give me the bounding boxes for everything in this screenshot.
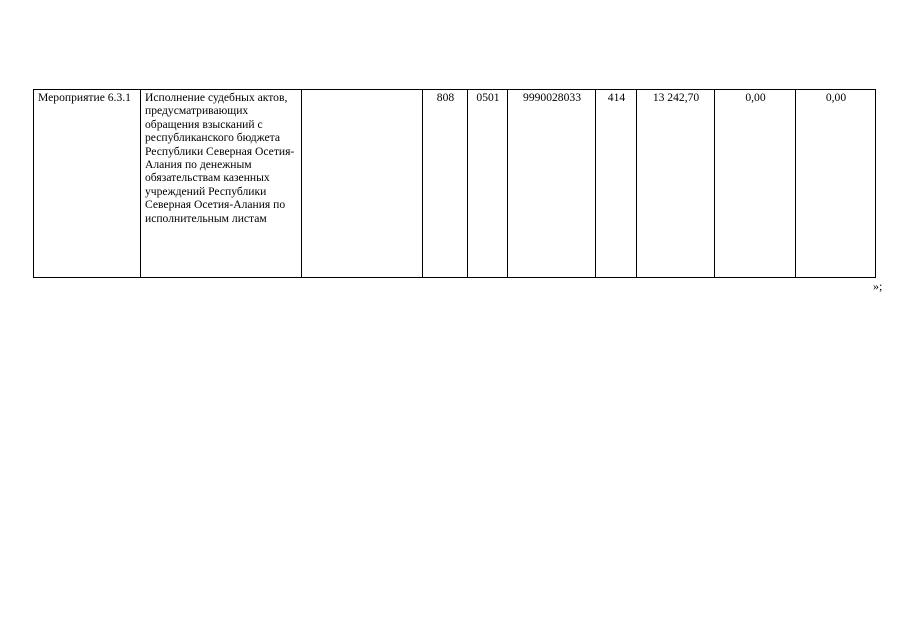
section-cell: 0501 xyxy=(468,90,508,278)
target-article-cell: 9990028033 xyxy=(508,90,596,278)
closing-quote: »; xyxy=(873,279,883,293)
amount-2-cell: 0,00 xyxy=(715,90,796,278)
expense-type-cell: 414 xyxy=(596,90,637,278)
budget-table xyxy=(33,89,876,278)
measure-cell: Мероприятие 6.3.1 xyxy=(34,90,141,278)
amount-1-cell: 13 242,70 xyxy=(637,90,715,278)
amount-3-cell: 0,00 xyxy=(796,90,876,278)
executor-cell xyxy=(302,90,423,278)
description-cell: Исполнение судебных актов, предусматривающих обращения взысканий с республиканского бюджета Республики Северная Осетия-Алания по денежным обязательствам казенных учреждений Республики Северная Осетия-Алания по исполнительным листам xyxy=(141,90,302,278)
grbs-cell: 808 xyxy=(423,90,468,278)
table-row xyxy=(34,90,876,278)
